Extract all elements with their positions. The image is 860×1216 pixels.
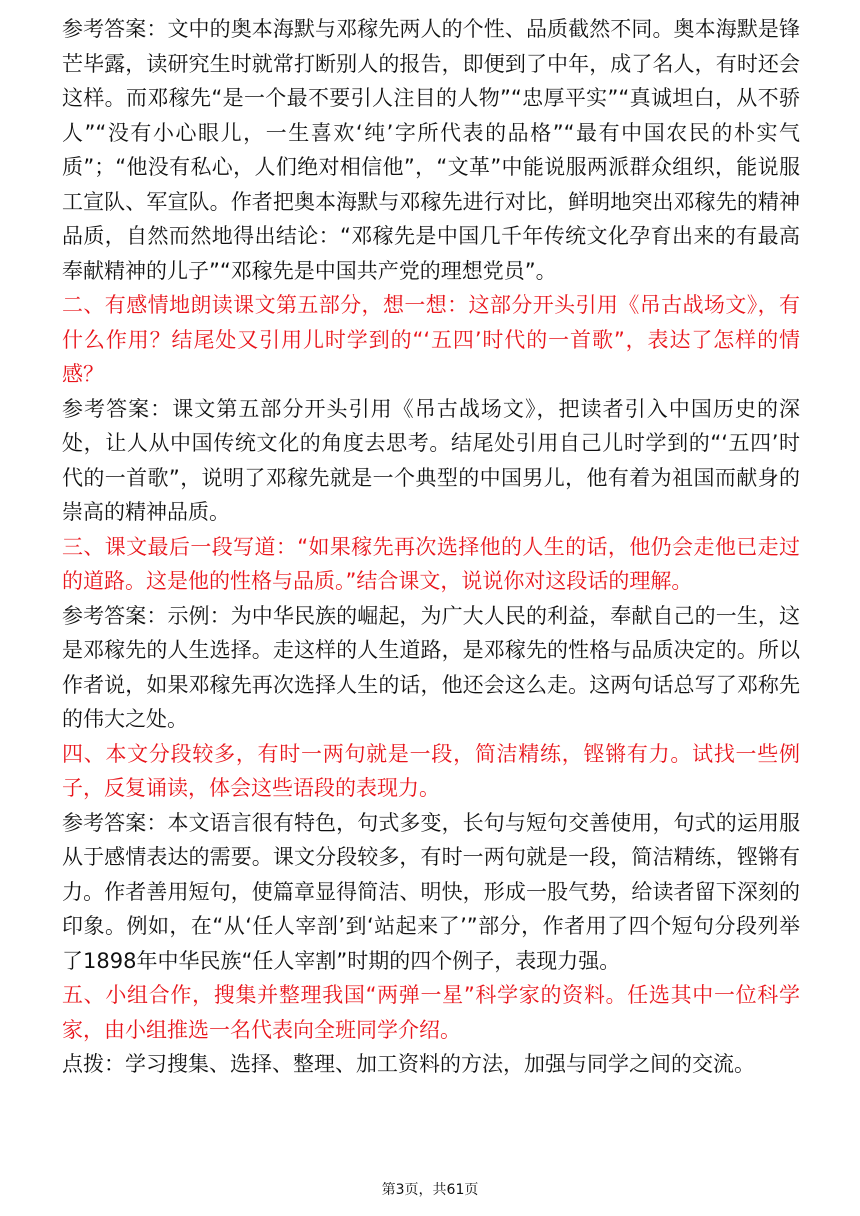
document-body (62, 12, 800, 1082)
hint-paragraph: 点拨：学习搜集、选择、整理、加工资料的方法，加强与同学之间的交流。 (62, 1052, 755, 1076)
question-4: 四、本文分段较多，有时一两句就是一段，简洁精练，铿锵有力。试找一些例子，反复诵读，体会这些语段的表现力。 (62, 741, 800, 800)
answer-paragraph-2: 参考答案：课文第五部分开头引用《吊古战场文》，把读者引入中国历史的深处，让人从中国传统文化的角度去思考。结尾处引用自己儿时学到的“‘五四’时代的一首歌”，说明了邓稼先就是一个典型的中国男儿，他有着为祖国而献身的崇高的精神品质。 (62, 396, 800, 524)
page-number-footer: 第3页，共61页 (381, 1182, 479, 1198)
answer-paragraph-1: 参考答案：文中的奥本海默与邓稼先两人的个性、品质截然不同。奥本海默是锋芒毕露，读研究生时就常打断别人的报告，即便到了中年，成了名人，有时还会这样。而邓稼先“是一个最不要引人注目的人物”“忠厚平实”“真诚坦白，从不骄人”“没有小心眼儿，一生喜欢‘纯’字所代表的品格”“最有中国农民的朴实气质”；“他没有私心，人们绝对相信他”，“文革”中能说服两派群众组织，能说服工宣队、军宣队。作者把奥本海默与邓稼先进行对比，鲜明地突出邓稼先的精神品质，自然而然地得出结论：“邓稼先是中国几千年传统文化孕育出来的有最高奉献精神的儿子”“邓稼先是中国共产党的理想党员”。 (62, 17, 800, 283)
answer-paragraph-3: 参考答案：示例：为中华民族的崛起，为广大人民的利益，奉献自己的一生，这是邓稼先的人生选择。走这样的人生道路，是邓稼先的性格与品质决定的。所以作者说，如果邓稼先再次选择人生的话，他还会这么走。这两句话总写了邓称先的伟大之处。 (62, 603, 800, 731)
question-2: 二、有感情地朗读课文第五部分，想一想：这部分开头引用《吊古战场文》，有什么作用？结尾处又引用儿时学到的“‘五四’时代的一首歌”，表达了怎样的情感？ (62, 293, 800, 386)
answer-paragraph-4: 参考答案：本文语言很有特色，句式多变，长句与短句交善使用，句式的运用服从于感情表达的需要。课文分段较多，有时一两句就是一段，简洁精练，铿锵有力。作者善用短句，使篇章显得简洁、明快，形成一股气势，给读者留下深刻的印象。例如，在“从‘任人宰剖’到‘站起来了’”部分，作者用了四个短句分段列举了1898年中华民族“任人宰割”时期的四个例子，表现力强。 (62, 810, 800, 973)
question-3: 三、课文最后一段写道：“如果稼先再次选择他的人生的话，他仍会走他已走过的道路。这是他的性格与品质。”结合课文，说说你对这段话的理解。 (62, 534, 800, 593)
question-5: 五、小组合作，搜集并整理我国“两弹一星”科学家的资料。任选其中一位科学家，由小组推选一名代表向全班同学介绍。 (62, 983, 800, 1042)
